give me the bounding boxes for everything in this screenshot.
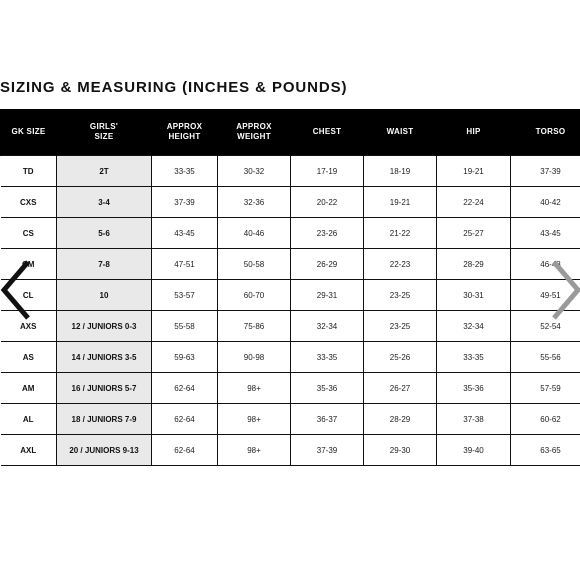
table-row (1, 404, 580, 435)
cell-waist: 22-23 (364, 249, 437, 280)
table-row (1, 435, 580, 466)
header-chest (291, 109, 364, 156)
cell-waist: 29-30 (364, 435, 437, 466)
cell-hip: 32-34 (437, 311, 511, 342)
cell-girls-size: 2T (57, 156, 152, 187)
cell-hip: 39-40 (437, 435, 511, 466)
cell-hip: 33-35 (437, 342, 511, 373)
cell-torso: 46-48 (511, 249, 580, 280)
cell-hip: 37-38 (437, 404, 511, 435)
cell-gk-size: TD (1, 156, 57, 187)
cell-girls-size: 10 (57, 280, 152, 311)
header-label: HEIGHT (168, 132, 201, 141)
table-row (1, 218, 580, 249)
header-label: WAIST (386, 127, 414, 136)
cell-waist: 21-22 (364, 218, 437, 249)
cell-torso: 57-59 (511, 373, 580, 404)
cell-chest: 37-39 (291, 435, 364, 466)
cell-torso: 43-45 (511, 218, 580, 249)
cell-torso: 40-42 (511, 187, 580, 218)
table-row (1, 156, 580, 187)
table-row (1, 249, 580, 280)
cell-height: 53-57 (152, 280, 218, 311)
cell-weight: 32-36 (218, 187, 291, 218)
cell-girls-size: 7-8 (57, 249, 152, 280)
table-row (1, 342, 580, 373)
cell-gk-size: AL (1, 404, 57, 435)
chevron-left-icon (0, 258, 34, 322)
header-approx-weight (218, 109, 291, 156)
header-label: SIZE (94, 132, 114, 141)
prev-image-button[interactable] (0, 258, 34, 322)
cell-gk-size: AS (1, 342, 57, 373)
table-row (1, 311, 580, 342)
cell-waist: 28-29 (364, 404, 437, 435)
cell-gk-size: CS (1, 218, 57, 249)
next-image-button[interactable] (548, 258, 580, 322)
table-row (1, 373, 580, 404)
cell-waist: 18-19 (364, 156, 437, 187)
header-label: APPROX (236, 122, 272, 131)
cell-hip: 30-31 (437, 280, 511, 311)
cell-height: 59-63 (152, 342, 218, 373)
cell-height: 37-39 (152, 187, 218, 218)
cell-height: 43-45 (152, 218, 218, 249)
header-label: TORSO (535, 127, 566, 136)
cell-torso: 37-39 (511, 156, 580, 187)
cell-hip: 22-24 (437, 187, 511, 218)
header-girls-size (57, 109, 152, 156)
cell-torso: 49-51 (511, 280, 580, 311)
cell-chest: 17-19 (291, 156, 364, 187)
header-torso (511, 109, 580, 156)
cell-chest: 20-22 (291, 187, 364, 218)
cell-torso: 63-65 (511, 435, 580, 466)
table-row (1, 187, 580, 218)
cell-height: 47-51 (152, 249, 218, 280)
header-label: CHEST (312, 127, 342, 136)
cell-chest: 33-35 (291, 342, 364, 373)
cell-weight: 98+ (218, 373, 291, 404)
cell-height: 62-64 (152, 435, 218, 466)
cell-gk-size: AXL (1, 435, 57, 466)
cell-girls-size: 5-6 (57, 218, 152, 249)
cell-hip: 19-21 (437, 156, 511, 187)
header-label: APPROX (166, 122, 203, 131)
header-label: WEIGHT (237, 132, 271, 141)
cell-hip: 28-29 (437, 249, 511, 280)
cell-hip: 25-27 (437, 218, 511, 249)
cell-weight: 60-70 (218, 280, 291, 311)
header-row (1, 109, 580, 156)
cell-hip: 35-36 (437, 373, 511, 404)
cell-waist: 23-25 (364, 280, 437, 311)
cell-weight: 75-86 (218, 311, 291, 342)
cell-gk-size: CM (1, 249, 57, 280)
cell-girls-size: 14 / JUNIORS 3-5 (57, 342, 152, 373)
cell-height: 62-64 (152, 404, 218, 435)
header-label: GK SIZE (11, 127, 46, 136)
cell-gk-size: CXS (1, 187, 57, 218)
cell-chest: 29-31 (291, 280, 364, 311)
cell-height: 33-35 (152, 156, 218, 187)
cell-torso: 52-54 (511, 311, 580, 342)
cell-torso: 60-62 (511, 404, 580, 435)
cell-gk-size: AXS (1, 311, 57, 342)
cell-waist: 23-25 (364, 311, 437, 342)
header-label: HIP (466, 127, 481, 136)
cell-chest: 36-37 (291, 404, 364, 435)
chevron-right-icon (548, 258, 580, 322)
cell-weight: 98+ (218, 435, 291, 466)
cell-chest: 23-26 (291, 218, 364, 249)
cell-torso: 55-56 (511, 342, 580, 373)
cell-girls-size: 20 / JUNIORS 9-13 (57, 435, 152, 466)
cell-weight: 50-58 (218, 249, 291, 280)
size-chart-table (0, 109, 580, 466)
cell-gk-size: CL (1, 280, 57, 311)
cell-chest: 32-34 (291, 311, 364, 342)
cell-waist: 19-21 (364, 187, 437, 218)
cell-weight: 30-32 (218, 156, 291, 187)
table-row (1, 280, 580, 311)
cell-weight: 90-98 (218, 342, 291, 373)
cell-height: 55-58 (152, 311, 218, 342)
cell-waist: 25-26 (364, 342, 437, 373)
header-approx-height (152, 109, 218, 156)
page-title: SIZING & MEASURING (INCHES & POUNDS) (0, 79, 348, 96)
cell-chest: 26-29 (291, 249, 364, 280)
header-hip (437, 109, 511, 156)
header-waist (364, 109, 437, 156)
cell-girls-size: 3-4 (57, 187, 152, 218)
cell-weight: 40-46 (218, 218, 291, 249)
header-gk-size (1, 109, 57, 156)
header-label: GIRLS' (89, 122, 119, 131)
cell-chest: 35-36 (291, 373, 364, 404)
cell-girls-size: 16 / JUNIORS 5-7 (57, 373, 152, 404)
cell-girls-size: 18 / JUNIORS 7-9 (57, 404, 152, 435)
cell-gk-size: AM (1, 373, 57, 404)
cell-height: 62-64 (152, 373, 218, 404)
cell-weight: 98+ (218, 404, 291, 435)
cell-waist: 26-27 (364, 373, 437, 404)
cell-girls-size: 12 / JUNIORS 0-3 (57, 311, 152, 342)
